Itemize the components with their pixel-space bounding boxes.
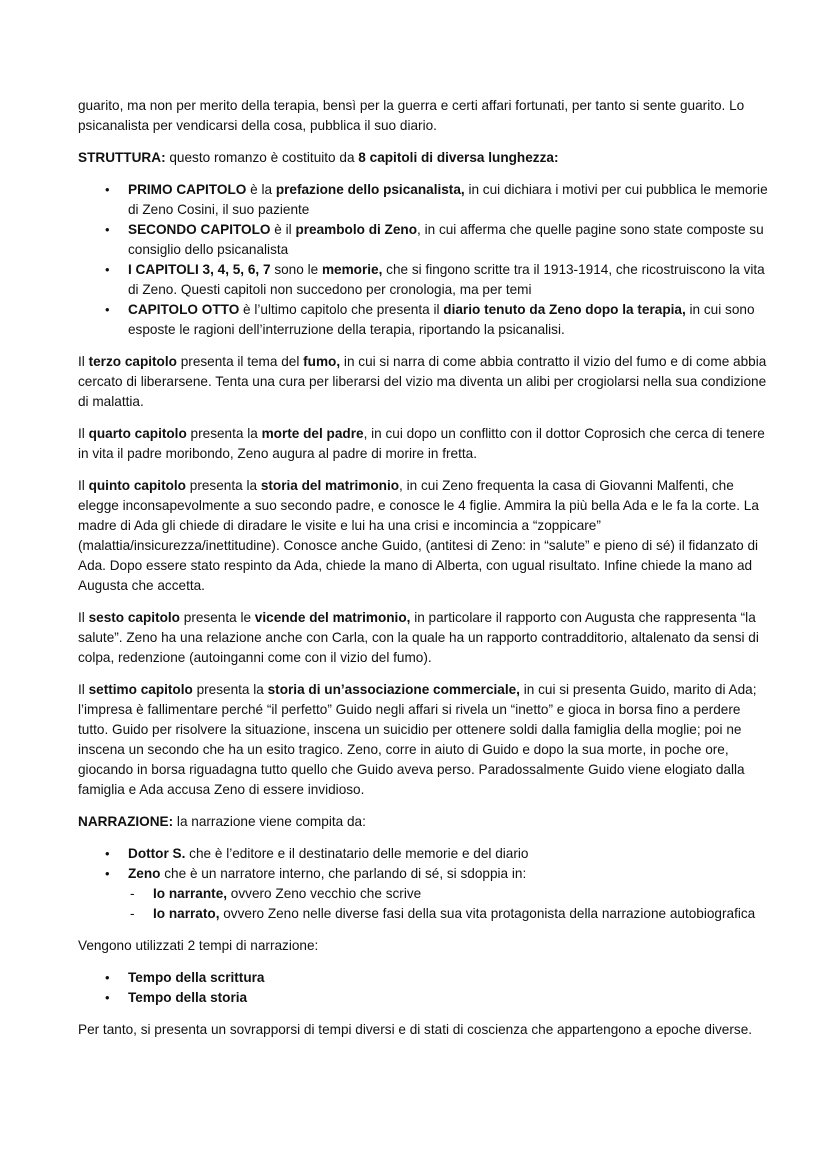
intro-paragraph: guarito, ma non per merito della terapia, bensì per la guerra e certi affari fortunati, per tanto si sente guarito. Lo psicanalista per vendicarsi della cosa, pubblica il suo diario. bbox=[78, 98, 745, 133]
list-item: • Tempo della scrittura bbox=[78, 968, 768, 988]
bullet-icon: • bbox=[105, 990, 110, 1005]
list-item: • Tempo della storia bbox=[78, 988, 768, 1008]
settimo-capitolo-paragraph: Il settimo capitolo presenta la storia di un’associazione commerciale, in cui si presenta Guido, marito di Ada; l’impresa è fallimentare perché “il perfetto” Guido negli affari si rivela un “inetto” e gioca in borsa fino a perdere tutto. Guido per risolvere la situazione, inscena un suicidio per ottenere soldi dalla famiglia della moglie; poi ne inscena un secondo che ha un esito tragico. Zeno, corre in aiuto di Guido e dopo la sua morte, in poche ore, giocando in borsa riguadagna tutto quello che Guido aveva perso. Paradossalmente Guido viene elogiato dalla famiglia e Ada accusa Zeno di essere invidioso. bbox=[78, 682, 757, 797]
list-item: • SECONDO CAPITOLO è il preambolo di Zeno, in cui afferma che quelle pagine sono state composte su consiglio dello psicanalista bbox=[105, 222, 764, 257]
narrazione-heading: NARRAZIONE: la narrazione viene compita da: bbox=[78, 814, 366, 829]
list-item: • Zeno che è un narratore interno, che parlando di sé, si sdoppia in: - Io narrante, ovvero Zeno vecchio che scrive - Io narrato, ovvero Zeno nelle diverse fasi della sua vita protagonista della narrazione autobiografica bbox=[78, 864, 768, 924]
bullet-icon: • bbox=[105, 302, 110, 317]
bullet-icon: • bbox=[105, 222, 110, 237]
list-item: • PRIMO CAPITOLO è la prefazione dello psicanalista, in cui dichiara i motivi per cui pubblica le memorie di Zeno Cosini, il suo paziente bbox=[105, 182, 768, 217]
quarto-capitolo-paragraph: Il quarto capitolo presenta la morte del padre, in cui dopo un conflitto con il dottor Coprosich che cerca di tenere in vita il padre moribondo, Zeno augura al padre di morire in fretta. bbox=[78, 426, 765, 461]
terzo-capitolo-paragraph: Il terzo capitolo presenta il tema del fumo, in cui si narra di come abbia contratto il vizio del fumo e di come abbia cercato di liberarsene. Tenta una cura per liberarsi del vizio ma diventa un alibi per crogiolarsi nella sua condizione di malattia. bbox=[78, 354, 767, 409]
tempi-list bbox=[78, 968, 768, 1008]
dash-icon: - bbox=[130, 906, 135, 921]
struttura-heading: STRUTTURA: questo romanzo è costituito da 8 capitoli di diversa lunghezza: bbox=[78, 150, 559, 165]
tempi-intro: Vengono utilizzati 2 tempi di narrazione: bbox=[78, 938, 319, 953]
sublist-item: - Io narrante, ovvero Zeno vecchio che scrive bbox=[128, 884, 768, 904]
list-item: • CAPITOLO OTTO è l’ultimo capitolo che presenta il diario tenuto da Zeno dopo la terapia, in cui sono esposte le ragioni dell’interruzione della terapia, riportando la psicanalisi. bbox=[105, 302, 755, 337]
bullet-icon: • bbox=[105, 182, 110, 197]
quinto-capitolo-paragraph: Il quinto capitolo presenta la storia del matrimonio, in cui Zeno frequenta la casa di Giovanni Malfenti, che elegge inconsapevolmente a suo secondo padre, e conosce le 4 figlie. Ammira la più bella Ada e le fa la corte. La madre di Ada gli chiede di diradare le visite e lui ha una crisi e incomincia a “zoppicare” (malattia/insicurezza/inettitudine). Conosce anche Guido, (antitesi di Zeno: in “salute” e pieno di sé) il fidanzato di Ada. Dopo essere stato respinto da Ada, chiede la mano di Alberta, con ugual risultato. Infine chiede la mano ad Augusta che accetta. bbox=[78, 478, 759, 593]
bullet-icon: • bbox=[105, 970, 110, 985]
sublist-item: - Io narrato, ovvero Zeno nelle diverse fasi della sua vita protagonista della narrazione autobiografica bbox=[128, 904, 768, 924]
narrazione-list bbox=[78, 844, 768, 924]
sesto-capitolo-paragraph: Il sesto capitolo presenta le vicende del matrimonio, in particolare il rapporto con Augusta che rappresenta “la salute”. Zeno ha una relazione anche con Carla, con la quale ha un rapporto contradditorio, altalenato da sensi di colpa, redenzione (autoinganni come con il vizio del fumo). bbox=[78, 610, 759, 665]
dash-icon: - bbox=[130, 886, 135, 901]
bullet-icon: • bbox=[105, 846, 110, 861]
list-item: • Dottor S. che è l’editore e il destinatario delle memorie e del diario bbox=[78, 844, 768, 864]
bullet-icon: • bbox=[105, 262, 110, 277]
list-item: • I CAPITOLI 3, 4, 5, 6, 7 sono le memorie, che si fingono scritte tra il 1913-1914, che ricostruiscono la vita di Zeno. Questi capitoli non succedono per cronologia, ma per temi bbox=[105, 262, 765, 297]
narrazione-sublist bbox=[128, 884, 768, 924]
conclusion-paragraph: Per tanto, si presenta un sovrapporsi di tempi diversi e di stati di coscienza che appartengono a epoche diverse. bbox=[78, 1022, 753, 1037]
bullet-icon: • bbox=[105, 866, 110, 881]
struttura-list bbox=[78, 180, 768, 340]
